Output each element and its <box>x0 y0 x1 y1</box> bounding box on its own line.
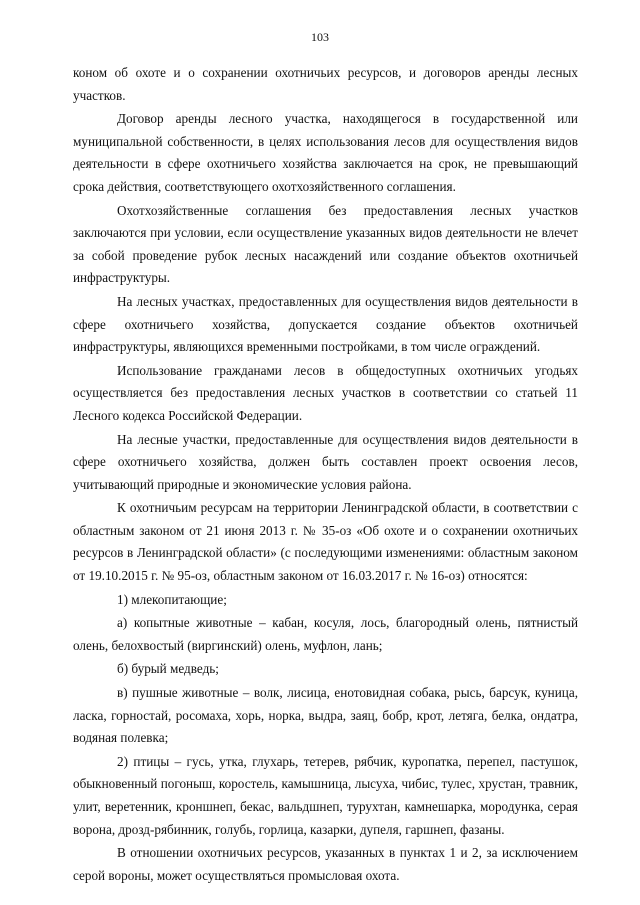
list-item-birds: 2) птицы – гусь, утка, глухарь, тетерев, рябчик, куропатка, перепел, пастушок, обыкновенный погоныш, коростель, камышница, лысуха, чибис, тулес, хрустан, травник, улит, веретенник, кроншнеп, бекас, вальдшнеп, турухтан, камнешарка, мородунка, серая ворона, дрозд-рябинник, голубь, горлица, казарки, дупеля, гаршнеп, фазаны. <box>73 753 578 837</box>
paragraph-infrastructure: На лесных участках, предоставленных для осуществления видов деятельности в сфере охотничьего хозяйства, допускается создание объектов охотничьей инфраструктуры, являющихся временными постройками, в том числе ограждений. <box>73 293 578 355</box>
page-number: 103 <box>311 30 329 44</box>
page-body <box>73 62 578 887</box>
paragraph-hunting-resources: К охотничьим ресурсам на территории Ленинградской области, в соответствии с областным законом от 21 июня 2013 г. № 35-оз «Об охоте и о сохранении охотничьих ресурсов в Ленинградской области» (с последующими изменениями: областным законом от 19.10.2015 г. № 95-оз, областным законом от 16.03.2017 г. № 16-оз) относятся: <box>73 500 578 584</box>
list-item-mammals: 1) млекопитающие; <box>117 591 227 607</box>
paragraph-hunting-agreements: Охотхозяйственные соглашения без предоставления лесных участков заключаются при условии, если осуществление указанных видов деятельности не влечет за собой проведение рубок лесных насаждений или создание объектов охотничьей инфраструктуры. <box>73 202 578 286</box>
paragraph-public-grounds: Использование гражданами лесов в общедоступных охотничьих угодьях осуществляется без предоставления лесных участков в соответствии со статьей 11 Лесного кодекса Российской Федерации. <box>73 362 578 423</box>
paragraph-lease-agreement: Договор аренды лесного участка, находящегося в государственной или муниципальной собственности, в целях использования лесов для осуществления видов деятельности в сфере охотничьего хозяйства заключается на срок, не превышающий срока действия, соответствующего охотхозяйственного соглашения. <box>73 111 578 194</box>
list-item-ungulates: а) копытные животные – кабан, косуля, лось, благородный олень, пятнистый олень, белохвостый (виргинский) олень, муфлон, лань; <box>73 615 578 653</box>
list-item-fur-animals: в) пушные животные – волк, лисица, енотовидная собака, рысь, барсук, куница, ласка, горностай, росомаха, хорь, норка, выдра, заяц, бобр, крот, летяга, белка, ондатра, водяная полевка; <box>73 685 578 746</box>
paragraph-forest-project: На лесные участки, предоставленные для осуществления видов деятельности в сфере охотничьего хозяйства, должен быть составлен проект освоения лесов, учитывающий природные и экономические условия района. <box>73 431 578 492</box>
paragraph-continuation: коном об охоте и о сохранении охотничьих ресурсов, и договоров аренды лесных участков. <box>73 65 578 103</box>
list-item-brown-bear: б) бурый медведь; <box>117 661 219 677</box>
paragraph-commercial-hunting: В отношении охотничьих ресурсов, указанных в пунктах 1 и 2, за исключением серой вороны, может осуществляться промысловая охота. <box>73 845 578 883</box>
